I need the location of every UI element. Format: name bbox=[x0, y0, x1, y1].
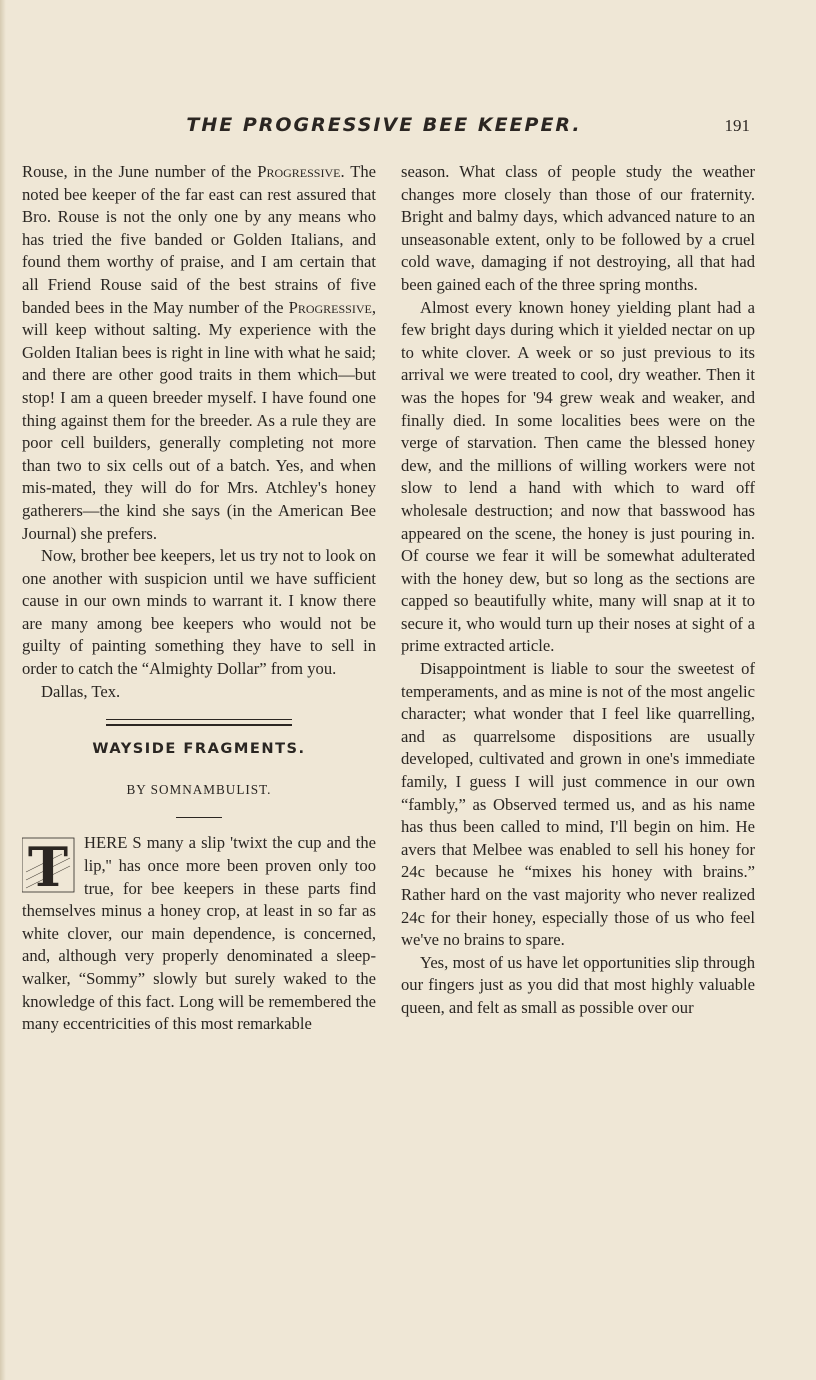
text-run: , will keep without salting. My experience with the Golden Italian bees is right in line with what he said; and there are other good traits in them which—but stop! I am a queen breeder myself. I have found one thing against them for the breeder. As a rule they are poor cell builders, generally completing not more than two to six cells out of a batch. Yes, and when mis-mated, they will do for Mrs. Atchley's honey gatherers—the kind she says (in the American Bee Journal) she prefers. bbox=[22, 297, 376, 543]
text-run: HERE S many a slip 'twixt the cup and the lip,'' has once more been proven only too true, for bee keepers in these parts find themselves minus a honey crop, at least in so far as white clover, our main dependence, is concerned, and, although very properly denominated a sleep-walker, “Sommy” slowly but surely waked to the knowledge of this fact. Long will be remembered the many eccentricities of this most remarkable bbox=[22, 833, 376, 1034]
byline: BY SOMNAMBULIST. bbox=[126, 781, 272, 797]
page-edge bbox=[0, 0, 6, 1380]
byline-rule bbox=[176, 817, 222, 818]
page-number: 191 bbox=[724, 116, 750, 135]
paragraph-rouse bbox=[22, 161, 376, 545]
text-run: . The noted bee keeper of the far east can rest assured that Bro. Rouse is not the only one by any means who has tried the five banded or Golden Italians, and found them worthy of praise, and I am certain that all Friend Rouse said of the best strains of five banded bees in the May number of the bbox=[22, 162, 377, 317]
dropcap-t-icon bbox=[22, 836, 76, 894]
running-title: THE PROGRESSIVE BEE KEEPER. bbox=[186, 114, 582, 136]
signoff-location: Dallas, Tex. bbox=[41, 681, 121, 701]
journal-name: Progressive bbox=[257, 162, 341, 181]
section-title: WAYSIDE FRAGMENTS. bbox=[92, 740, 306, 758]
right-column bbox=[401, 161, 755, 1020]
paragraph-season: season. What class of people study the weather changes more closely than those of our fraternity. Bright and balmy days, which advanced nature to an unseasonable extent, only to be followed by a cruel cold wave, damaging if not destroying, all that had been gained each of the three spring months. bbox=[401, 162, 755, 294]
paragraph-opportunities: Yes, most of us have let opportunities slip through our fingers just as you did that most highly valuable queen, and felt as small as possible over our bbox=[401, 952, 755, 1017]
text-run: Rouse, in the June number of the bbox=[22, 162, 258, 181]
paragraph-wayside-opening bbox=[22, 832, 376, 1035]
journal-name: Progressive bbox=[288, 297, 372, 317]
paragraph-honey-plants: Almost every known honey yielding plant had a few bright days during which it yielded nectar on up to white clover. A week or so just previous to its arrival we were treated to cool, dry weather. Then it was the hopes for '94 grew weak and weaker, and finally died. In some localities bees were on the verge of starvation. Then came the blessed honey dew, and the millions of willing workers were not slow to lend a hand with which to ward off wholesale destruction; and now that basswood has appeared on the scene, the honey is just pouring in. Of course we fear it will be somewhat adulterated with the honey dew, but so long as the sections are capped so beautifully white, many will snap at it to secure it, who would turn up their noses at sight of a prime extracted article. bbox=[401, 297, 755, 656]
dropcap-letter: T bbox=[27, 836, 69, 895]
section-divider bbox=[106, 719, 292, 726]
paragraph-brother-bee-keepers: Now, brother bee keepers, let us try not to look on one another with suspicion until we have sufficient cause in our own minds to warrant it. I know there are many among bee keepers who would not be guilty of painting something they have to sell in order to catch the “Almighty Dollar” from you. bbox=[22, 546, 376, 679]
left-column bbox=[22, 161, 376, 1036]
page-header bbox=[22, 112, 762, 142]
paragraph-disappointment: Disappointment is liable to sour the sweetest of temperaments, and as mine is not of the most angelic character; what wonder that I feel like quarrelling, and as quarrelsome dispositions are usually developed, cultivated and grown in one's immediate family, I guess I will just commence in our own “fambly,” as Observed termed us, and as his name has thus been called to mind, I'll begin on him. He avers that Melbee was enabled to sell his honey for 24c because he “mixes his honey with brains.” Rather hard on the vast majority who never realized 24c for their honey, especially those of us who feel we've no brains to spare. bbox=[401, 659, 755, 950]
